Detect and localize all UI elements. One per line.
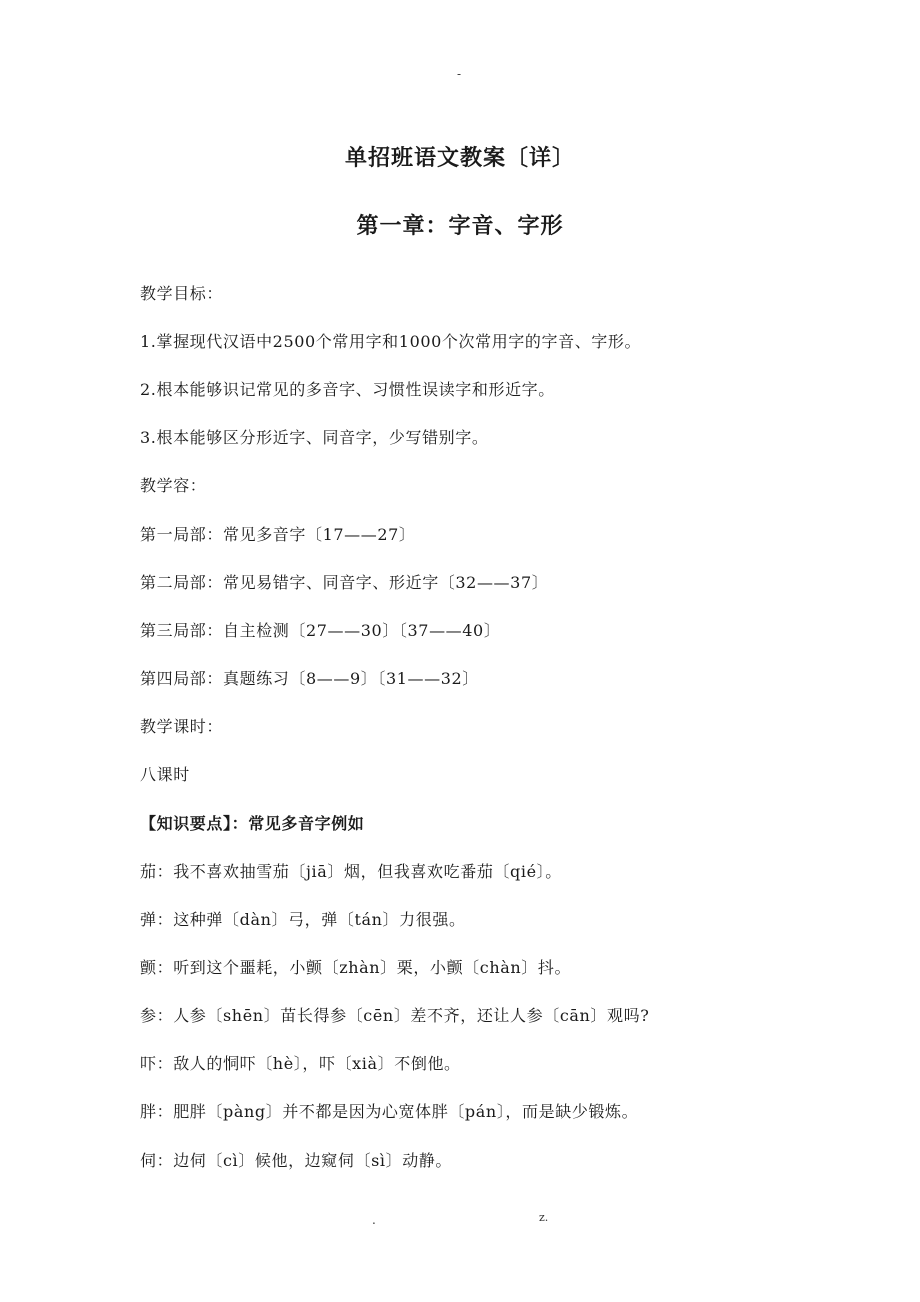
knowledge-points-heading: 【知识要点】：常见多音字例如 xyxy=(140,814,365,833)
content-part-2: 第二局部：常见易错字、同音字、形近字〔32——37〕 xyxy=(140,573,549,592)
content-part-1: 第一局部：常见多音字〔17——27〕 xyxy=(140,525,416,544)
header-mark: - xyxy=(457,67,462,81)
example-line-pang: 胖：肥胖〔pàng〕并不都是因为心宽体胖〔pán〕，而是缺少锻炼。 xyxy=(140,1102,639,1121)
footer-mark-right: z. xyxy=(539,1211,549,1224)
goal-item-2: 2.根本能够识记常见的多音字、习惯性误读字和形近字。 xyxy=(140,380,555,399)
example-line-he: 吓：敌人的恫吓〔hè〕，吓〔xià〕不倒他。 xyxy=(140,1054,461,1073)
content-part-3: 第三局部：自主检测〔27——30〕〔37——40〕 xyxy=(140,621,501,640)
example-line-ci: 伺：边伺〔cì〕候他，边窥伺〔sì〕动静。 xyxy=(140,1151,453,1170)
content-part-4: 第四局部：真题练习〔8——9〕〔31——32〕 xyxy=(140,669,479,688)
goal-item-3: 3.根本能够区分形近字、同音字，少写错别字。 xyxy=(140,428,489,447)
class-hours-heading: 教学课时： xyxy=(140,717,224,736)
footer-mark-left: . xyxy=(372,1213,376,1227)
example-line-zhan: 颤：听到这个噩耗，小颤〔zhàn〕栗，小颤〔chàn〕抖。 xyxy=(140,958,572,977)
chapter-title: 第一章：字音、字形 xyxy=(356,213,564,239)
example-line-qie: 茄：我不喜欢抽雪茄〔jiā〕烟，但我喜欢吃番茄〔qié〕。 xyxy=(140,862,562,881)
teaching-goals-heading: 教学目标： xyxy=(140,284,224,303)
example-line-shen: 参：人参〔shēn〕苗长得参〔cēn〕差不齐，还让人参〔cān〕观吗? xyxy=(140,1006,650,1025)
goal-item-1: 1.掌握现代汉语中2500个常用字和1000个次常用字的字音、字形。 xyxy=(140,332,642,351)
document-title: 单招班语文教案〔详〕 xyxy=(344,145,575,171)
example-line-dan: 弹：这种弹〔dàn〕弓，弹〔tán〕力很强。 xyxy=(140,910,466,929)
teaching-content-heading: 教学容： xyxy=(140,476,207,495)
class-hours-value: 八课时 xyxy=(140,765,190,784)
